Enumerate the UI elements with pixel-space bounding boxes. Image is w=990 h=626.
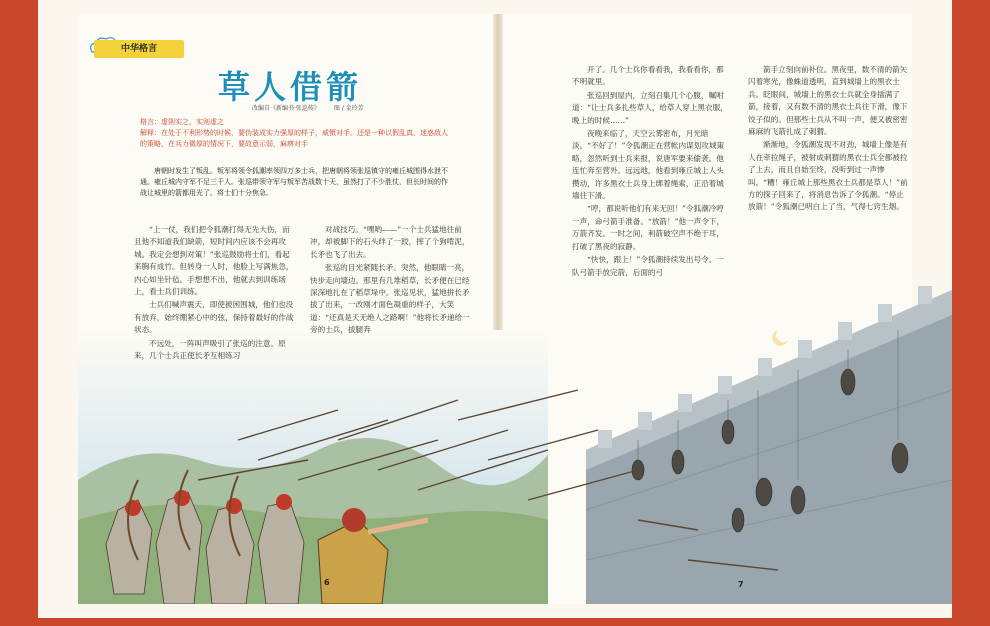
page-number-left: 6 <box>324 578 330 587</box>
paragraph: 张巡的目光紧随长矛。突然，他眼睛一亮，快步走向墙边。那里有几堆稻草，长矛便在已经深深地扎在了稻草垛中。张巡见状，猛地拼长矛拔了出来，一改刚才面色凝重的样子，大笑道：“还真是天无绝人之路啊！”他将长矛递给一旁的士兵，拔腿奔 <box>310 263 470 335</box>
paragraph: 开了。几个士兵你看看我，我看看你，都不明就里。 <box>572 65 724 87</box>
paragraph: 不远处，一阵叫声吸引了张巡的注意。原来，几个士兵正使长矛互相练习 <box>134 338 286 361</box>
proverb-explanation: 解释：在处于不利形势的时候，要伪装成实力强厚的样子，威慑对手。还是一种以假乱真、迷惑敌人的策略，在兵力微厚的情况下，要故意示弱，麻痹对手 <box>140 129 448 148</box>
page-number-right: 7 <box>738 580 744 589</box>
moon <box>772 330 788 346</box>
right-column-1 <box>572 64 728 280</box>
paragraph: “上一仗，我们把令狐潮打得无先大伤，而且他不知道我们缺箭，短时间内应该不会再攻城。我定会想到对策！”张巡鼓励将士们，看起来胸有成竹。但转身一人时，他脸上写满焦急，内心如坐针毡。手想想不出，他就去到训练场上，看士兵们训练。 <box>134 225 294 297</box>
red-frame-right <box>952 0 990 626</box>
left-column-1 <box>134 224 294 363</box>
intro-paragraph: 唐朝时发生了叛乱。叛军将领令狐潮率领四万多士兵，把唐朝将领张巡镇守的雍丘城围得水泄不通。雍丘城内守军不足三千人。张巡带领守军与叛军苦战数十天，虽然打了不少胜仗，但长时间的作战让城里的箭都用光了。将士们十分焦急。 <box>140 167 448 197</box>
paragraph: 箭手立刻向前补位。黑夜里，数不清的箭矢闪着寒光，像蛛道透明，直到城墙上的黑衣士兵。眨眼间，城墙上的黑衣士兵就全身插满了箭，接着，又有数不清的黑衣士兵往下滑，像下饺子似的。但那些士兵从不叫一声，便又被密密麻麻的飞箭扎成了刺猬。 <box>748 65 908 137</box>
left-column-2 <box>310 224 470 338</box>
paragraph: 夜晚来临了，天空云雾密布，月光暗淡。“不好了！”令狐潮正在营帐内谋划攻城策略，忽然听到士兵来报，说唐军要来偷袭。他连忙奔至营外。远远地，他看到雍丘城上人头攒动，许多黑衣士兵身上绑着绳索，正沿着城墙往下滑。 <box>572 129 725 201</box>
illustrator-credit: 图 / 金玲芳 <box>333 105 364 112</box>
red-frame-left <box>0 0 38 626</box>
proverb-gloss <box>140 117 450 150</box>
series-tag: 中华格言 <box>94 40 184 58</box>
book-spread <box>38 0 952 618</box>
story-credits <box>252 103 376 112</box>
paragraph: 张巡回到屋内，立刻召集几个心腹，嘱咐道：“让士兵多扎些草人，给草人穿上黑衣服，晚上的时候……” <box>572 90 728 125</box>
proverb-text: 格言：虚則实之，实则虚之 <box>140 118 224 126</box>
story-title: 草人借箭 <box>218 68 363 106</box>
paragraph: 士兵们喊声震天，即使被困围城，他们也没有放弃，始终绷紧心中的弦，保持着最好的作战状态。 <box>134 300 294 335</box>
paragraph: “快快，跟上！”令狐潮持续发出号令。一队弓箭手放完箭，后面的弓 <box>572 255 724 277</box>
paragraph: 对战技巧。“嘿哟——”一个士兵猛地往前冲，却被脚下的石头绊了一跤，摔了个狗啃泥，长矛也飞了出去。 <box>310 225 470 259</box>
source-credit: 改编自《新编书·张巡传》 <box>252 105 320 112</box>
right-column-2 <box>748 64 908 215</box>
paragraph: 渐渐地，令狐潮发现不对劲，城墙上像是有人在牵拉绳子，被射成刺猬的黑衣士兵全都被拉了上去，而且自始至终，没听到过一声惨叫。“糟！雍丘城上那些黑衣士兵都是草人！”前方的探子回来了，将消息告诉了令狐潮。“停止放箭！”令狐潮已明白上了当，气得七窍生烟。 <box>748 140 908 212</box>
paragraph: “哼，都说听他们有来无回！”令狐潮冷哼一声，命弓箭手准备。“放箭！”他一声令下，万箭齐发。一时之间，利箭破空声不绝于耳，打破了黑夜的寂静。 <box>572 204 725 251</box>
